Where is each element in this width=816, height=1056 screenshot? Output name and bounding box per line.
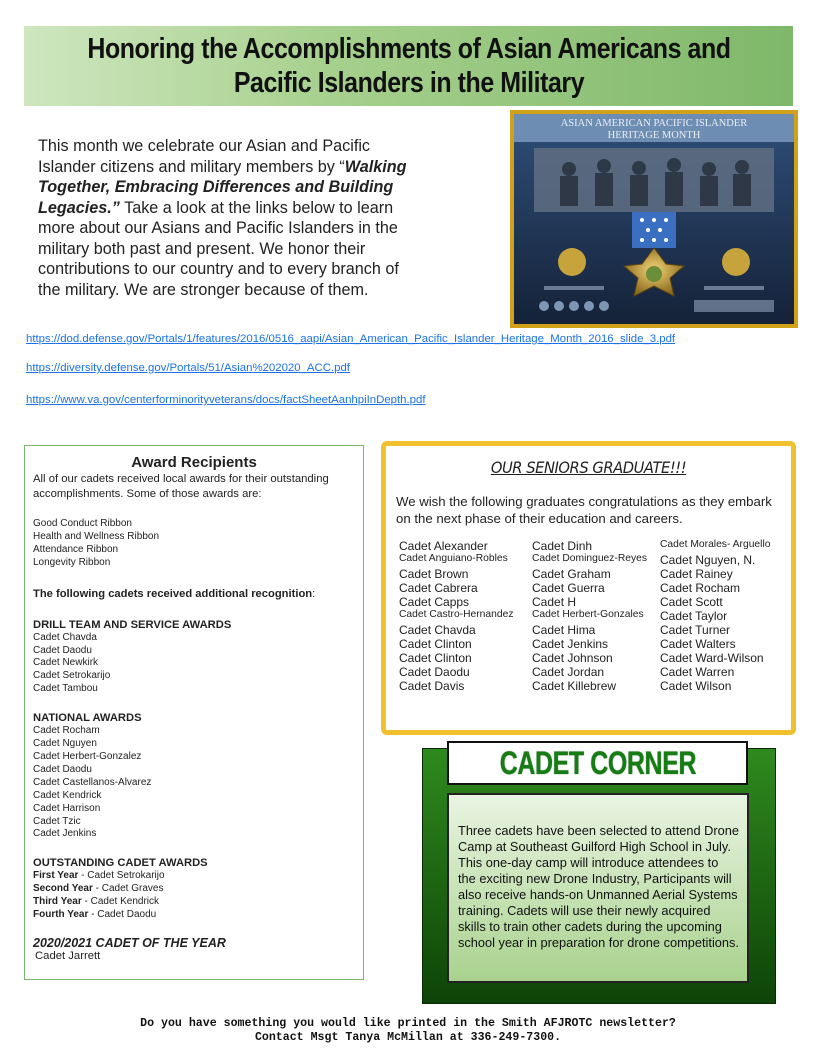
list-item: Attendance Ribbon [33,543,119,555]
graduate-name: Cadet Hima [532,623,596,637]
heritage-month-poster [510,110,798,328]
graduates-row [396,651,796,665]
graduate-name: Cadet H [532,595,577,609]
award-recipient: - Cadet Graves [92,883,164,895]
list-item: Cadet Kendrick [33,789,102,801]
graduate-name: Cadet Rocham [660,581,741,595]
graduate-name: Cadet Graham [532,567,611,581]
drill-team-list [33,632,355,697]
graduate-name: Cadet Clinton [399,637,472,651]
award-recipients-intro: All of our cadets received local awards for their outstanding accomplishments. Some of those awards are: [33,473,329,500]
list-item: Cadet Tzic [33,815,81,827]
graduate-name: Cadet Rainey [660,567,733,581]
poster-title-line-1: ASIAN AMERICAN PACIFIC ISLANDER [560,118,748,129]
list-item: Cadet Jenkins [33,828,97,840]
intro-text-start: This month we celebrate our Asian and Pacific Islander citizens and military members by “ [38,137,371,176]
page-title-line-1: Honoring the Accomplishments of Asian Americans and [86,33,731,65]
page-title [87,32,730,100]
cadet-corner-title-box [447,741,748,785]
award-year-label: Third Year [33,896,82,908]
graduate-name: Cadet Turner [660,623,731,637]
graduate-name: Cadet Johnson [532,651,613,665]
award-recipients-title: Award Recipients [131,454,257,471]
graduate-name: Cadet Davis [399,679,465,693]
graduate-name: Cadet Dinh [532,539,593,553]
list-item: Cadet Nguyen [33,738,97,750]
graduate-name: Cadet Walters [660,637,736,651]
cadet-corner-title: CADET CORNER [499,744,696,781]
graduate-name: Cadet Jordan [532,665,605,679]
list-item: Cadet Daodu [33,763,92,775]
award-recipient: - Cadet Setrokarijo [78,870,165,882]
graduate-name: Cadet Herbert-Gonzales [532,609,644,620]
graduate-name: Cadet Capps [399,595,470,609]
intro-theme: Walking Together, Embracing Differences and Building Legacies.” [38,157,407,217]
footer-line-2: Contact Msgt Tanya McMillan at 336-249-7300. [254,1031,562,1044]
graduates-row [396,581,796,595]
list-item [33,909,355,922]
graduate-name: Cadet Alexander [399,539,488,553]
list-item: Cadet Tambou [33,683,98,695]
graduate-name: Cadet Daodu [399,665,470,679]
award-year-label: Second Year [33,883,93,895]
link-diversity-acc-pdf[interactable]: https://diversity.defense.gov/Portals/51/Asian%202020_ACC.pdf [26,362,350,374]
list-item [33,896,355,909]
intro-paragraph [38,136,423,300]
graduates-row [396,567,796,581]
graduate-name: Cadet Taylor [660,609,728,623]
award-recipient: - Cadet Kendrick [81,896,159,908]
graduate-name: Cadet Jenkins [532,637,609,651]
list-item: Cadet Harrison [33,802,101,814]
list-item: Cadet Rocham [33,725,100,737]
cadet-corner-body: Three cadets have been selected to attend Drone Camp at Southeast Guilford High School in July. This one-day camp will introduce attendees to the exciting new Drone Industry, Participants will also receive hands-on Unmanned Aerial Systems training. Cadets will use their newly acquired skills to train other cadets during the upcoming school year in preparation for drone competitions. [447,793,749,983]
intro-text-end: Take a look at the links below to learn more about our Asians and Pacific Islanders in the military both past and present. We honor their contributions to our country and to every branch of the military. We are stronger because of them. [38,198,399,299]
graduate-name: Cadet Ward-Wilson [660,651,764,665]
poster-title-line-2: HERITAGE MONTH [607,130,701,141]
graduate-name: Cadet Castro-Hernandez [399,609,514,620]
list-item: Good Conduct Ribbon [33,518,132,529]
graduates-row [396,595,796,609]
graduate-name: Cadet Clinton [399,651,472,665]
graduate-name: Cadet Nguyen, N. [660,553,756,567]
list-item: Cadet Castellanos-Alvarez [33,776,152,788]
graduates-row [396,539,796,553]
seniors-graduate-box [381,441,796,735]
graduates-row [396,637,796,651]
graduate-name: Cadet Dominguez-Reyes [532,553,648,564]
drill-team-heading: DRILL TEAM AND SERVICE AWARDS [33,618,232,631]
graduate-name: Cadet Morales- Arguello [660,539,771,550]
cadet-of-year-name: Cadet Jarrett [35,949,101,962]
graduate-name: Cadet Chavda [399,623,476,637]
graduates-row [396,609,796,623]
graduate-name: Cadet Scott [660,595,723,609]
footer-line-1: Do you have something you would like printed in the Smith AFJROTC newsletter? [140,1017,676,1030]
link-dod-aapi-heritage-slides[interactable]: https://dod.defense.gov/Portals/1/features/2016/0516_aapi/Asian_American_Pacific_Islander_Heritage_Month_2016_slide_3.pdf [26,333,676,345]
national-awards-heading: NATIONAL AWARDS [33,712,142,725]
graduates-row [396,623,796,637]
graduates-row [396,665,796,679]
link-va-fact-sheet[interactable]: https://www.va.gov/centerforminorityveterans/docs/factSheetAanhpiInDepth.pdf [26,394,426,406]
graduate-name: Cadet Killebrew [532,679,617,693]
cadet-of-year-heading: 2020/2021 CADET OF THE YEAR [33,935,226,950]
title-banner [24,26,793,106]
seniors-title: OUR SENIORS GRADUATE!!! [490,458,687,477]
graduate-name: Cadet Anguiano-Robles [399,553,508,564]
local-awards-list [33,518,355,570]
graduate-name: Cadet Warren [660,665,735,679]
graduate-name: Cadet Wilson [660,679,732,693]
list-item: Health and Wellness Ribbon [33,530,160,542]
list-item: Cadet Chavda [33,631,97,643]
award-recipients-box [24,445,364,980]
award-year-label: Fourth Year [33,909,89,921]
outstanding-cadet-list [33,870,355,922]
poster-image [514,114,794,324]
list-item: Cadet Setrokarijo [33,670,111,682]
award-year-label: First Year [33,870,79,882]
list-item [33,883,355,896]
list-item [33,870,355,883]
award-recipient: - Cadet Daodu [88,909,157,921]
outstanding-cadet-heading: OUTSTANDING CADET AWARDS [33,857,208,870]
list-item: Cadet Daodu [33,644,92,656]
graduates-row [396,679,796,693]
national-awards-list [33,725,355,841]
graduate-name: Cadet Cabrera [399,581,478,595]
additional-recognition-colon: : [312,587,316,600]
footer-contact [0,1017,816,1045]
additional-recognition-text: The following cadets received additional recognition [33,587,313,600]
graduates-grid [396,539,781,699]
graduate-name: Cadet Guerra [532,581,605,595]
page-title-line-2: Pacific Islanders in the Military [233,67,584,99]
list-item: Longevity Ribbon [33,556,111,568]
graduates-row [396,553,796,567]
list-item: Cadet Herbert-Gonzalez [33,750,142,762]
list-item: Cadet Newkirk [33,657,99,669]
graduate-name: Cadet Brown [399,567,469,581]
additional-recognition-heading [33,587,355,601]
seniors-message: We wish the following graduates congratulations as they embark on the next phase of their education and careers. [396,494,772,526]
